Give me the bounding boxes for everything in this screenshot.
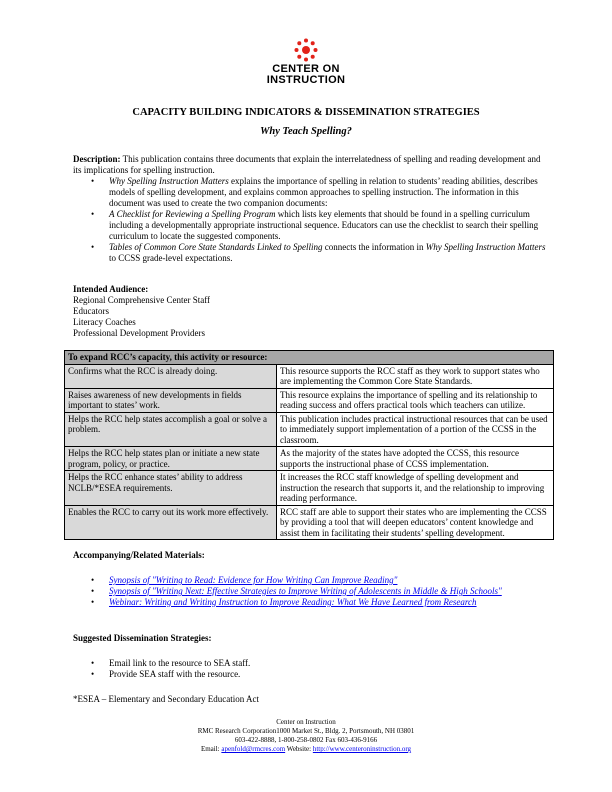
center-on-instruction-logo [266,38,346,86]
bullet-icon: • [91,586,95,596]
table-cell-description: This publication includes practical instructional resources that can be used to immediately support implementation of a portion of the CCSS in the classroom. [277,412,554,447]
list-item [91,669,548,680]
table-row [65,364,554,388]
description-label: Description: [73,154,121,164]
description-paragraph [73,154,548,176]
bullet-text: connects the information in [322,242,426,252]
audience-item: Professional Development Providers [73,328,205,338]
table-cell-indicator: Confirms what the RCC is already doing. [65,364,277,388]
table-cell-indicator: Enables the RCC to carry out its work more effectively. [65,505,277,540]
related-link-writing-to-read[interactable]: Synopsis of "Writing to Read: Evidence for How Writing Can Improve Reading" [109,575,398,585]
audience-item: Regional Comprehensive Center Staff [73,295,211,305]
footer-email-link[interactable]: apenfold@rmcres.com [221,745,286,753]
list-item [91,586,548,597]
related-materials-label: Accompanying/Related Materials: [73,550,205,560]
dissemination-list [73,658,548,680]
table-cell-description: As the majority of the states have adopted the CCSS, this resource supports the instructional phase of CCSS implementation. [277,447,554,471]
page-footer [0,718,612,754]
list-item [73,209,548,242]
bullet-text: explains the importance of spelling in relation to students’ reading abilities, describes models of spelling development, and explains common approaches to spelling instruction. The information in this document was used to create the two companion documents: [109,176,538,208]
table-cell-indicator: Helps the RCC help states plan or initiate a new state program, policy, or practice. [65,447,277,471]
bullet-icon: • [91,658,95,668]
table-row [65,388,554,412]
logo-text-line2: INSTRUCTION [266,74,346,86]
related-link-webinar[interactable]: Webinar: Writing and Writing Instruction to Improve Reading: What We Have Learned from Research [109,597,477,607]
description-text: This publication contains three documents that explain the interrelatedness of spelling and reading development and its implications for spelling instruction. [73,154,541,175]
related-link-writing-next[interactable]: Synopsis of "Writing Next: Effective Strategies to Improve Writing of Adolescents in Middle & High Schools" [109,586,502,596]
bullet-lead: Why Spelling Instruction Matters [109,176,229,186]
footer-address: RMC Research Corporation1000 Market St., Bldg. 2, Portsmouth, NH 03801 [197,727,415,735]
bullet-lead-2: Why Spelling Instruction Matters [425,242,546,252]
list-item [73,176,548,209]
capacity-table [64,350,554,540]
bullet-text: which lists key elements that should be found in a spelling curriculum including a developmentally appropriate instructional sequence. Educators can use the checklist to search their spelling curriculum to locate the suggested components. [109,209,539,241]
footer-website-label: Website: [285,745,313,753]
footer-email-label: Email: [200,745,222,753]
description-section [73,154,548,264]
footer-phone: 603-422-8888, 1-800-258-0802 Fax 603-436-9166 [234,736,378,744]
list-item [91,658,548,669]
table-cell-description: RCC staff are able to support their states who are implementing the CCSS by providing a tool that will deepen educators’ content knowledge and assist them in facilitating their students’ spelling development. [277,505,554,540]
related-links-list [73,575,548,608]
table-row [65,471,554,506]
bullet-icon: • [91,669,95,679]
audience-section [73,284,373,339]
table-header-row [65,351,554,365]
related-materials-section [73,550,548,608]
bullet-lead: Tables of Common Core State Standards Linked to Spelling [109,242,323,252]
table-cell-description: This resource explains the importance of spelling and its relationship to reading success and offers practical tools which teachers can utilize. [277,388,554,412]
bullet-text-2: to CCSS grade-level expectations. [109,253,233,263]
table-cell-indicator: Helps the RCC help states accomplish a goal or solve a problem. [65,412,277,447]
document-subtitle: Why Teach Spelling? [260,126,352,137]
table-cell-description: This resource supports the RCC staff as they work to support states who are implementing the Common Core State Standards. [277,364,554,388]
bullet-icon: • [91,597,95,607]
table-cell-indicator: Helps the RCC enhance states’ ability to address NCLB/*ESEA requirements. [65,471,277,506]
bullet-icon: • [91,209,95,219]
bullet-lead: A Checklist for Reviewing a Spelling Program [109,209,276,219]
table-cell-description: It increases the RCC staff knowledge of spelling development and instruction the research that supports it, and the relationship to improving reading performance. [277,471,554,506]
dissemination-item: Email link to the resource to SEA staff. [109,658,251,668]
footer-org-name: Center on Instruction [276,718,336,726]
footer-contact [0,745,612,754]
audience-item: Educators [73,306,109,316]
logo-text-line1: CENTER ON [272,63,340,75]
document-title: CAPACITY BUILDING INDICATORS & DISSEMINATION STRATEGIES [132,107,480,118]
dissemination-label: Suggested Dissemination Strategies: [73,633,212,643]
table-cell-indicator: Raises awareness of new developments in fields important to states’ work. [65,388,277,412]
table-row [65,505,554,540]
list-item [73,242,548,264]
audience-label: Intended Audience: [73,284,149,294]
footer-website-link[interactable]: http://www.centeroninstruction.org [312,745,412,753]
description-bullet-list [73,176,548,264]
dissemination-section [73,633,548,680]
table-row [65,412,554,447]
bullet-icon: • [91,176,95,186]
bullet-icon: • [91,242,95,252]
audience-item: Literacy Coaches [73,317,136,327]
starburst-logo-icon [293,38,319,62]
list-item [91,575,548,586]
table-header-cell: To expand RCC’s capacity, this activity or resource: [65,351,554,365]
dissemination-item: Provide SEA staff with the resource. [109,669,241,679]
table-row [65,447,554,471]
list-item [91,597,548,608]
esea-footnote: *ESEA – Elementary and Secondary Education Act [73,694,259,704]
bullet-icon: • [91,575,95,585]
